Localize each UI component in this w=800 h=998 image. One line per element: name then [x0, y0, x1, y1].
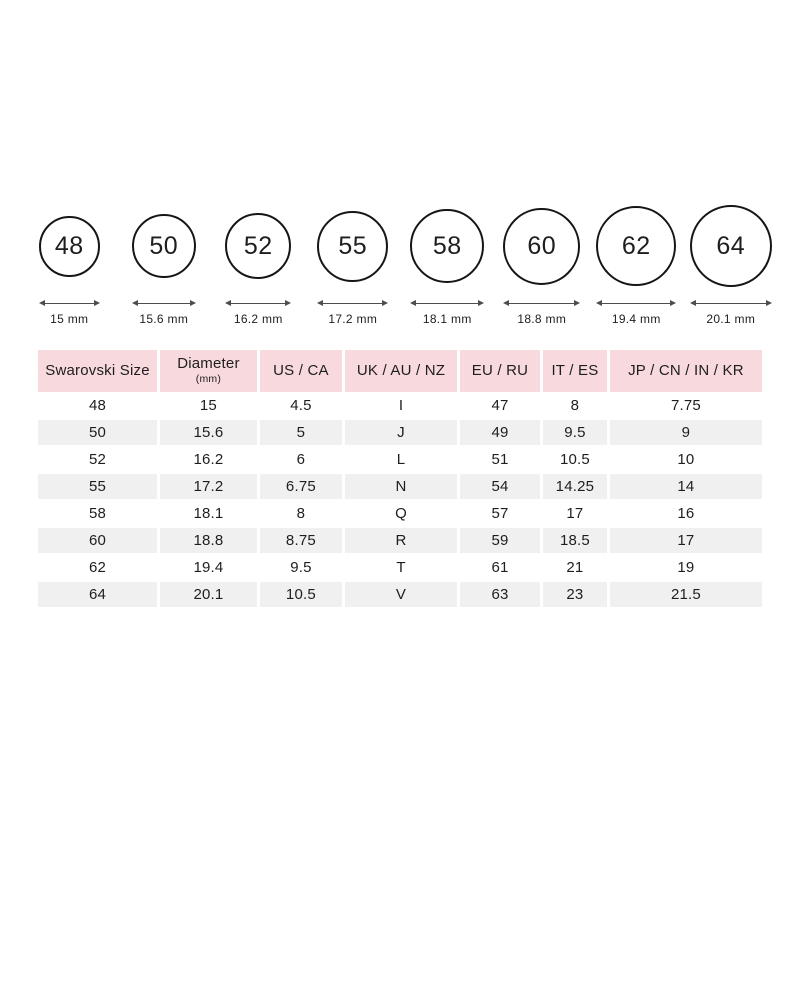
ring-circle-area: [503, 198, 580, 294]
arrow-right-head-icon: [670, 300, 676, 306]
table-cell: 64: [38, 581, 160, 608]
header-label: Swarovski Size: [45, 361, 150, 379]
table-cell: 61: [460, 554, 543, 581]
table-cell: 20.1: [160, 581, 260, 608]
diameter-mm-label: 15 mm: [50, 312, 89, 326]
ring-size-group: [211, 198, 306, 326]
size-conversion-table: [38, 350, 762, 608]
table-cell: 57: [460, 500, 543, 527]
table-cell: 14: [610, 473, 762, 500]
table-header-cell: [460, 350, 543, 392]
table-cell: 16.2: [160, 446, 260, 473]
ring-size-chart-page: [0, 198, 800, 998]
table-cell: 6: [260, 446, 345, 473]
table-header-cell: [543, 350, 610, 392]
ring-circles-diagram: [22, 198, 778, 326]
ring-size-group: [117, 198, 212, 326]
table-cell: 21: [543, 554, 610, 581]
arrow-line: [138, 303, 190, 304]
arrow-line: [509, 303, 574, 304]
table-cell: 14.25: [543, 473, 610, 500]
table-cell: J: [345, 419, 460, 446]
table-row: [38, 473, 762, 500]
ring-size-number: 64: [716, 231, 746, 260]
ring-size-group: [589, 198, 684, 326]
diameter-mm-label: 17.2 mm: [328, 312, 378, 326]
ring-size-number: 52: [243, 231, 273, 260]
table-row: [38, 554, 762, 581]
ring-size-group: [684, 198, 779, 326]
table-cell: 17.2: [160, 473, 260, 500]
header-sublabel: (mm): [195, 372, 222, 385]
arrow-line: [416, 303, 478, 304]
table-cell: 16: [610, 500, 762, 527]
arrow-right-head-icon: [574, 300, 580, 306]
ring-circle: [503, 208, 580, 285]
ring-size-number: 58: [432, 231, 462, 260]
table-cell: R: [345, 527, 460, 554]
ring-circle-area: [410, 198, 484, 294]
table-cell: 7.75: [610, 392, 762, 419]
arrow-line: [696, 303, 766, 304]
table-cell: 10.5: [543, 446, 610, 473]
table-row: [38, 581, 762, 608]
table-row: [38, 446, 762, 473]
table-cell: 6.75: [260, 473, 345, 500]
diameter-arrow: [410, 298, 484, 308]
ring-circle: [596, 206, 676, 286]
arrow-right-head-icon: [478, 300, 484, 306]
table-cell: I: [345, 392, 460, 419]
table-cell: 18.5: [543, 527, 610, 554]
ring-size-number: 50: [149, 231, 179, 260]
table-row: [38, 527, 762, 554]
table-header-row: [38, 350, 762, 392]
table-header-cell: [345, 350, 460, 392]
table-cell: 59: [460, 527, 543, 554]
table-cell: 9.5: [543, 419, 610, 446]
table-cell: 9: [610, 419, 762, 446]
table-cell: 9.5: [260, 554, 345, 581]
table-cell: 21.5: [610, 581, 762, 608]
ring-circle: [39, 216, 100, 277]
table-cell: 8: [260, 500, 345, 527]
table-cell: 51: [460, 446, 543, 473]
table-cell: 52: [38, 446, 160, 473]
ring-size-number: 60: [527, 231, 557, 260]
table-cell: 62: [38, 554, 160, 581]
ring-circle-area: [39, 198, 100, 294]
table-cell: T: [345, 554, 460, 581]
diameter-arrow: [596, 298, 676, 308]
header-label: Diameter: [177, 355, 240, 373]
diameter-mm-label: 18.8 mm: [517, 312, 567, 326]
arrow-line: [602, 303, 670, 304]
table-cell: 8: [543, 392, 610, 419]
table-cell: 49: [460, 419, 543, 446]
table-cell: 60: [38, 527, 160, 554]
ring-size-number: 62: [621, 231, 651, 260]
header-label: UK / AU / NZ: [356, 361, 446, 379]
header-label: EU / RU: [471, 361, 529, 379]
diameter-mm-label: 18.1 mm: [422, 312, 472, 326]
table-cell: 23: [543, 581, 610, 608]
diameter-arrow: [132, 298, 196, 308]
ring-circle: [132, 214, 196, 278]
table-cell: 10: [610, 446, 762, 473]
table-cell: 15: [160, 392, 260, 419]
table-cell: L: [345, 446, 460, 473]
table-cell: 19.4: [160, 554, 260, 581]
ring-circle-area: [225, 198, 291, 294]
table-cell: N: [345, 473, 460, 500]
table-cell: 58: [38, 500, 160, 527]
table-cell: 17: [610, 527, 762, 554]
table-header-cell: [610, 350, 762, 392]
arrow-right-head-icon: [285, 300, 291, 306]
table-cell: 47: [460, 392, 543, 419]
table-cell: 54: [460, 473, 543, 500]
ring-size-number: 48: [54, 231, 84, 260]
diameter-arrow: [39, 298, 100, 308]
ring-size-group: [22, 198, 117, 326]
arrow-line: [231, 303, 285, 304]
ring-circle-area: [690, 198, 772, 294]
table-cell: V: [345, 581, 460, 608]
header-label: JP / CN / IN / KR: [628, 361, 744, 379]
table-cell: 63: [460, 581, 543, 608]
ring-circle: [317, 211, 388, 282]
diameter-mm-label: 19.4 mm: [611, 312, 661, 326]
table-row: [38, 500, 762, 527]
ring-circle-area: [317, 198, 388, 294]
ring-circle: [225, 213, 291, 279]
diameter-arrow: [317, 298, 388, 308]
arrow-line: [323, 303, 382, 304]
table-cell: 48: [38, 392, 160, 419]
diameter-mm-label: 15.6 mm: [139, 312, 189, 326]
arrow-line: [45, 303, 94, 304]
ring-circle-area: [132, 198, 196, 294]
table-cell: 19: [610, 554, 762, 581]
ring-circle-area: [596, 198, 676, 294]
arrow-right-head-icon: [190, 300, 196, 306]
ring-size-group: [400, 198, 495, 326]
ring-size-group: [495, 198, 590, 326]
table-header-cell: [160, 350, 260, 392]
table-cell: 18.8: [160, 527, 260, 554]
table-row: [38, 392, 762, 419]
ring-circle: [410, 209, 484, 283]
table-cell: 55: [38, 473, 160, 500]
table-cell: 50: [38, 419, 160, 446]
table-cell: Q: [345, 500, 460, 527]
table-cell: 8.75: [260, 527, 345, 554]
diameter-arrow: [225, 298, 291, 308]
table-body: [38, 392, 762, 608]
arrow-right-head-icon: [766, 300, 772, 306]
table-cell: 15.6: [160, 419, 260, 446]
ring-size-group: [306, 198, 401, 326]
diameter-mm-label: 20.1 mm: [706, 312, 756, 326]
table-row: [38, 419, 762, 446]
table-cell: 17: [543, 500, 610, 527]
ring-circle: [690, 205, 772, 287]
header-label: US / CA: [273, 361, 329, 379]
header-label: IT / ES: [551, 361, 599, 379]
table-header-cell: [260, 350, 345, 392]
diameter-mm-label: 16.2 mm: [233, 312, 283, 326]
table-cell: 5: [260, 419, 345, 446]
arrow-right-head-icon: [94, 300, 100, 306]
diameter-arrow: [690, 298, 772, 308]
table-cell: 18.1: [160, 500, 260, 527]
arrow-right-head-icon: [382, 300, 388, 306]
table-cell: 10.5: [260, 581, 345, 608]
table-header-cell: [38, 350, 160, 392]
ring-size-number: 55: [338, 231, 368, 260]
table-cell: 4.5: [260, 392, 345, 419]
diameter-arrow: [503, 298, 580, 308]
